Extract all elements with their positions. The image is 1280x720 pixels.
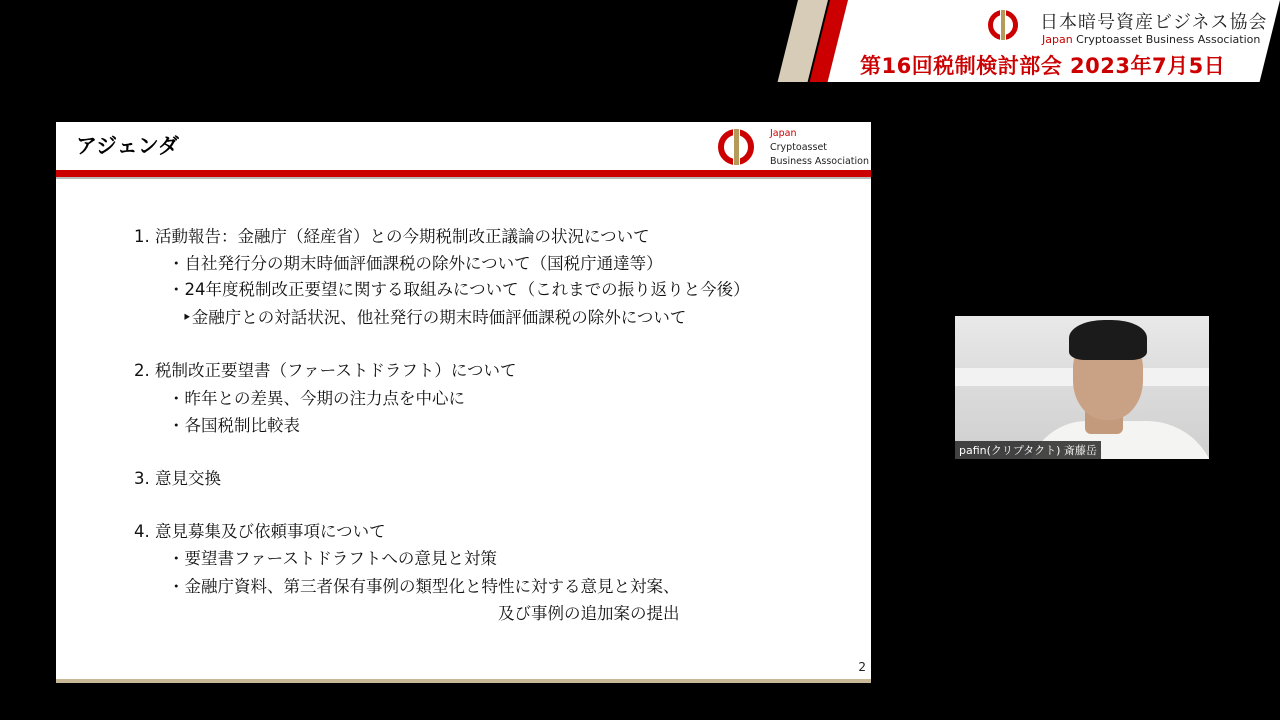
slide-logo-line3: Business Association (770, 156, 870, 167)
agenda-subitem-continuation: 及び事例の追加案の提出 (498, 604, 680, 623)
agenda-item-3: 3. 意見交換 (134, 469, 221, 488)
agenda-subsubitem: ‣金融庁との対話状況、他社発行の期末時価評価課税の除外について (182, 308, 687, 327)
agenda-subitem: ・自社発行分の期末時価評価課税の除外について（国税庁通達等） (168, 254, 663, 273)
slide-bottom-rule (56, 679, 871, 683)
participant-hair (1069, 320, 1147, 360)
participant-name-label: pafin(クリプタクト) 斎藤岳 (955, 441, 1101, 459)
slide-logo-line2: Cryptoasset (770, 142, 828, 153)
slide-page-number: 2 (858, 660, 866, 674)
org-banner (860, 0, 1280, 82)
org-name-en-rest: Cryptoasset Business Association (1072, 33, 1261, 46)
shared-slide (56, 122, 871, 683)
meeting-title: 第16回税制検討部会 2023年7月5日 (860, 54, 1226, 78)
agenda-item-4: 4. 意見募集及び依頼事項について (134, 522, 386, 541)
org-name-ja: 日本暗号資産ビジネス協会 (1040, 12, 1268, 33)
org-name-en-prefix: Japan (1042, 33, 1073, 46)
participant-video-tile[interactable] (955, 316, 1209, 459)
agenda-list (56, 122, 871, 683)
slide-logo-line1: Japan (770, 128, 797, 139)
agenda-item-2: 2. 税制改正要望書（ファーストドラフト）について (134, 361, 517, 380)
agenda-subitem: ・24年度税制改正要望に関する取組みについて（これまでの振り返りと今後） (168, 280, 750, 299)
agenda-subitem: ・金融庁資料、第三者保有事例の類型化と特性に対する意見と対案、 (168, 577, 680, 596)
agenda-item-1: 1. 活動報告：金融庁（経産省）との今期税制改正議論の状況について (134, 227, 650, 246)
agenda-subitem: ・要望書ファーストドラフトへの意見と対策 (168, 549, 497, 568)
agenda-subitem: ・昨年との差異、今期の注力点を中心に (168, 389, 465, 408)
agenda-subitem: ・各国税制比較表 (168, 416, 300, 435)
org-name-en (1042, 33, 1260, 46)
slide-title: アジェンダ (76, 134, 179, 158)
jcba-logo-icon (988, 10, 1018, 40)
